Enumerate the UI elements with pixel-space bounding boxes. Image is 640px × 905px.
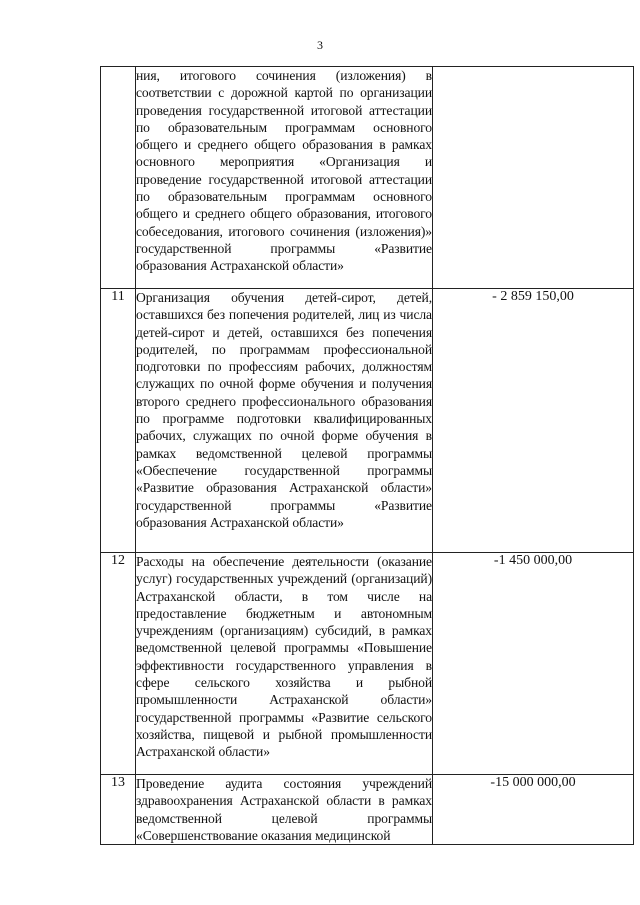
row-number: 13	[101, 775, 136, 845]
table-row	[101, 67, 634, 289]
row-amount: - 2 859 150,00	[433, 289, 634, 553]
row-amount	[433, 67, 634, 289]
row-description-cell	[136, 775, 433, 845]
row-number: 11	[101, 289, 136, 553]
row-number: 12	[101, 553, 136, 775]
row-description: Организация обучения детей-сирот, детей, оставшихся без попечения родителей, лиц из числа детей-сирот и детей, оставшихся без попечения родителей, по программам профессиональной подготовки по профессиям рабочих, должностям служащих по очной форме обучения и получения второго среднего профессионального образования по программе подготовки квалифицированных рабочих, служащих по очной форме обучения в рамках ведомственной целевой программы «Обеспечение государственной программы «Развитие образования Астраханской области» государственной программы «Развитие образования Астраханской области»	[136, 290, 432, 530]
row-description: ния, итогового сочинения (изложения) в соответствии с дорожной картой по организации проведения государственной итоговой аттестации по образовательным программам основного общего и среднего общего образования в рамках основного мероприятия «Организация и проведение государственной итоговой аттестации по образовательным программам основного общего и среднего общего образования, итогового собеседования, итогового сочинения (изложения)» государственной программы «Развитие образования Астраханской области»	[136, 68, 432, 274]
row-number	[101, 67, 136, 289]
budget-changes-table	[100, 66, 634, 845]
row-amount: -15 000 000,00	[433, 775, 634, 845]
table-row	[101, 553, 634, 775]
row-description: Проведение аудита состояния учреждений здравоохранения Астраханской области в рамках ведомственной целевой программы «Совершенствование оказания медицинской	[136, 776, 432, 843]
row-amount: -1 450 000,00	[433, 553, 634, 775]
row-description-cell	[136, 553, 433, 775]
table-row	[101, 775, 634, 845]
row-description-cell	[136, 289, 433, 553]
table-row	[101, 289, 634, 553]
row-description-cell	[136, 67, 433, 289]
page-number: 3	[317, 38, 323, 52]
row-description: Расходы на обеспечение деятельности (оказание услуг) государственных учреждений (организаций) Астраханской области, в том числе на предоставление бюджетным и автономным учреждениям (организациям) субсидий, в рамках ведомственной целевой программы «Повышение эффективности государственного управления в сфере сельского хозяйства и рыбной промышленности Астраханской области» государственной программы «Развитие сельского хозяйства, пищевой и рыбной промышленности Астраханской области»	[136, 554, 432, 760]
